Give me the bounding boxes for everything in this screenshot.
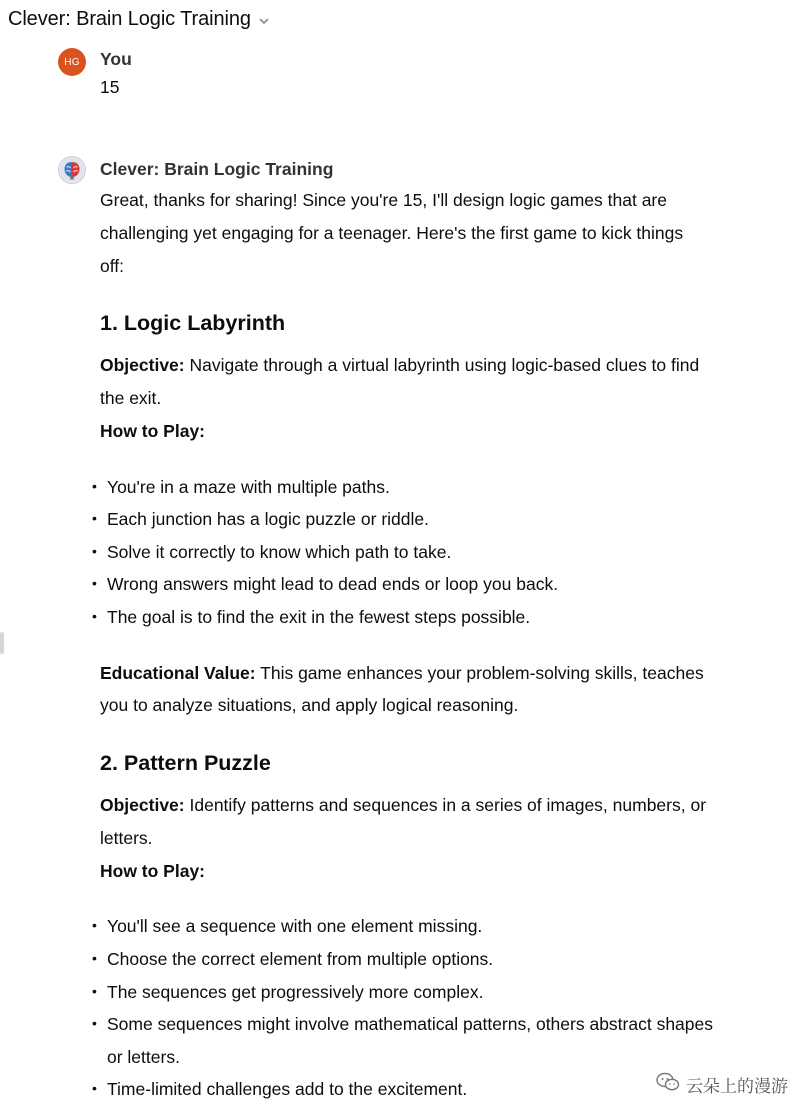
- objective-text: Identify patterns and sequences in a series of images, numbers, or letters.: [100, 794, 707, 848]
- brain-icon: [58, 156, 86, 184]
- objective-paragraph: [100, 789, 710, 855]
- watermark-text: 云朵上的漫游: [686, 1077, 788, 1096]
- user-avatar-initials: HG: [64, 56, 80, 68]
- objective-label: Objective:: [100, 355, 185, 376]
- howto-paragraph: [100, 855, 710, 888]
- list-item: • The sequences get progressively more complex.: [85, 976, 715, 1009]
- list-item: • You're in a maze with multiple paths.: [85, 471, 715, 504]
- educational-text: This game enhances your problem-solving skills, teaches you to analyze situations, and apply logical reasoning.: [100, 662, 704, 716]
- user-author-name: You: [100, 49, 132, 69]
- list-item: • The goal is to find the exit in the fewest steps possible.: [85, 601, 715, 634]
- howto-label: How to Play:: [100, 420, 206, 441]
- bot-author-name: Clever: Brain Logic Training: [100, 159, 334, 179]
- list-item: • You'll see a sequence with one element missing.: [85, 910, 715, 943]
- watermark: [656, 1072, 788, 1097]
- objective-paragraph: [100, 349, 710, 415]
- list-item: • Wrong answers might lead to dead ends or loop you back.: [85, 568, 715, 601]
- game-heading: 1. Logic Labyrinth: [100, 311, 286, 336]
- gpt-title: Clever: Brain Logic Training: [8, 8, 251, 30]
- objective-label: Objective:: [100, 794, 185, 815]
- bot-intro-text: Great, thanks for sharing! Since you're 15, I'll design logic games that are challenging yet engaging for a teenager. Here's the first game to kick things off:: [100, 190, 684, 276]
- steps-list: [85, 910, 715, 1106]
- user-avatar: [58, 48, 86, 76]
- educational-label: Educational Value:: [100, 662, 256, 683]
- educational-paragraph: [100, 657, 710, 723]
- list-item: • Solve it correctly to know which path to take.: [85, 536, 715, 569]
- list-item: • Each junction has a logic puzzle or riddle.: [85, 503, 715, 536]
- sidebar-resize-handle[interactable]: [0, 632, 4, 654]
- chevron-down-icon: [257, 14, 271, 28]
- list-item: • Some sequences might involve mathematical patterns, others abstract shapes or letters.: [85, 1008, 715, 1073]
- howto-label: How to Play:: [100, 860, 206, 881]
- bot-message-body: [100, 184, 714, 1106]
- list-item: • Time-limited challenges add to the excitement.: [85, 1073, 715, 1106]
- objective-text: Navigate through a virtual labyrinth using logic-based clues to find the exit.: [100, 355, 700, 408]
- user-message-text: 15: [100, 77, 120, 97]
- game-heading: 2. Pattern Puzzle: [100, 751, 271, 776]
- gpt-title-dropdown[interactable]: [8, 8, 271, 31]
- wechat-icon: [656, 1072, 680, 1097]
- howto-paragraph: [100, 415, 710, 448]
- steps-list: [85, 471, 715, 634]
- list-item: • Choose the correct element from multiple options.: [85, 943, 715, 976]
